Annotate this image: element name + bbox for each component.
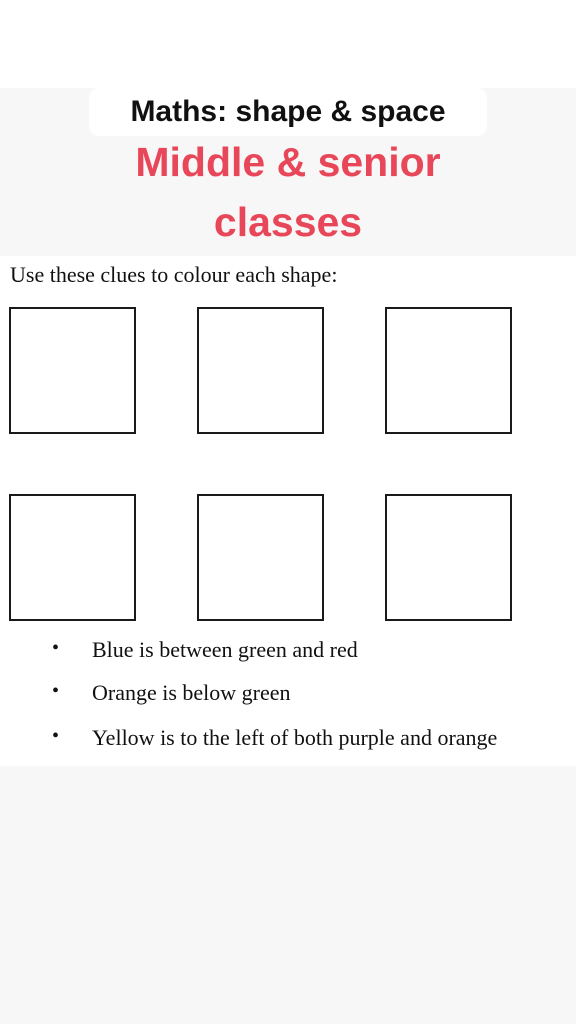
clue-text: Orange is below green bbox=[92, 680, 291, 705]
colouring-square-5 bbox=[197, 494, 324, 621]
clue-item bbox=[0, 725, 576, 755]
colouring-square-3 bbox=[385, 307, 512, 434]
colouring-square-2 bbox=[197, 307, 324, 434]
bottom-blank-area bbox=[0, 766, 576, 1024]
bullet-point: • bbox=[52, 725, 60, 747]
bullet-point: • bbox=[52, 680, 60, 702]
worksheet-instruction: Use these clues to colour each shape: bbox=[10, 262, 338, 287]
class-level-title bbox=[0, 132, 576, 252]
clue-item bbox=[0, 680, 576, 710]
colouring-square-1 bbox=[9, 307, 136, 434]
class-level-line-2: classes bbox=[213, 199, 363, 245]
clue-text: Blue is between green and red bbox=[92, 637, 358, 662]
colouring-square-4 bbox=[9, 494, 136, 621]
top-blank-area bbox=[0, 0, 576, 96]
subject-label: Maths: shape & space bbox=[89, 88, 487, 136]
colouring-square-6 bbox=[385, 494, 512, 621]
clue-item bbox=[0, 637, 576, 667]
class-level-line-1: Middle & senior bbox=[135, 139, 441, 185]
clue-text: Yellow is to the left of both purple and orange bbox=[92, 725, 498, 750]
bullet-point: • bbox=[52, 637, 60, 659]
